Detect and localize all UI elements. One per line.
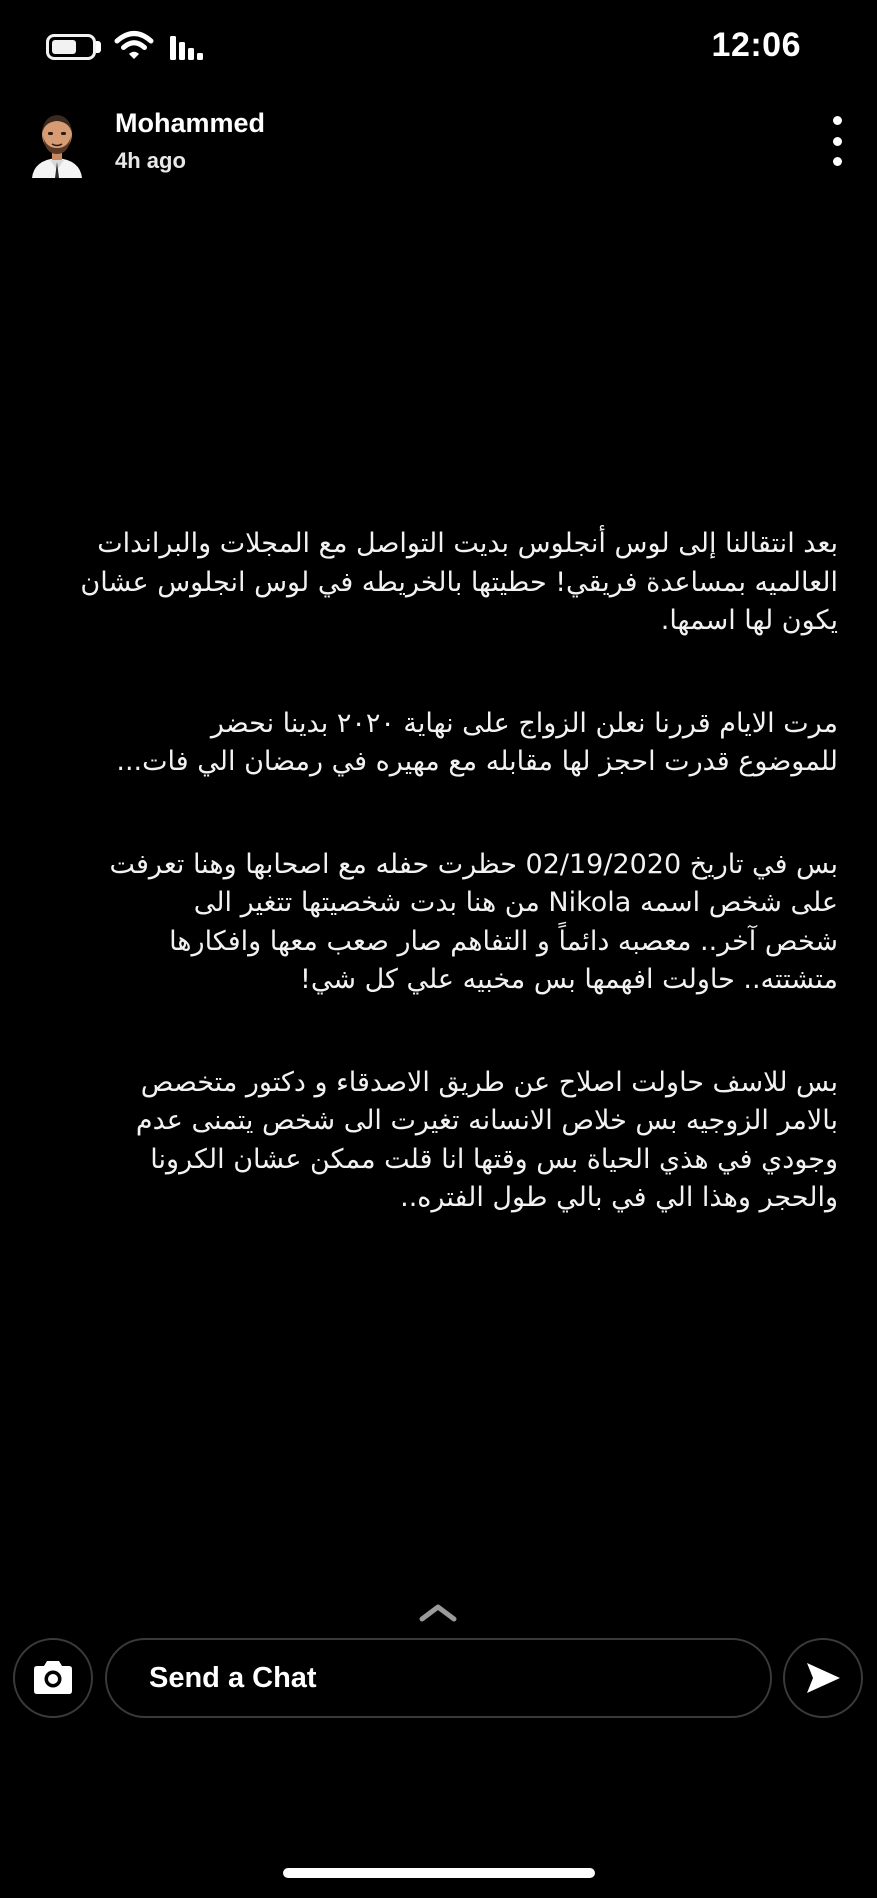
story-timestamp: 4h ago	[115, 148, 186, 173]
wifi-icon	[114, 30, 154, 62]
story-author-name[interactable]: Mohammed	[115, 108, 266, 138]
more-vertical-icon[interactable]	[822, 116, 852, 166]
status-bar	[0, 0, 877, 100]
menu-dot	[833, 157, 842, 166]
menu-dot	[833, 137, 842, 146]
status-time: 12:06	[711, 26, 801, 64]
camera-button[interactable]	[13, 1638, 93, 1718]
chevron-up-icon[interactable]	[416, 1600, 460, 1624]
battery-cap	[96, 41, 101, 53]
send-button[interactable]	[783, 1638, 863, 1718]
story-paragraph-4: بس للاسف حاولت اصلاح عن طريق الاصدقاء و دكتور متخصص بالامر الزوجيه بس خلاص الانسانه تغيرت الى شخص يتمنى عدم وجودي في هذي الحياة بس وقتها انا قلت ممكن عشان الكرونا والحجر وهذا الي في بالي طول الفتره..	[135, 1066, 838, 1213]
home-indicator[interactable]	[283, 1868, 595, 1878]
menu-dot	[833, 116, 842, 125]
camera-icon	[30, 1659, 76, 1697]
bitmoji-avatar[interactable]	[28, 104, 86, 178]
story-paragraph-2: مرت الايام قررنا نعلن الزواج على نهاية ٢٠٢٠ بدينا نحضر للموضوع قدرت احجز لها مقابله مع مهيره في رمضان الي فات...	[116, 707, 838, 777]
story-caption	[38, 525, 838, 1218]
send-chat-input[interactable]	[105, 1638, 772, 1718]
cellular-signal-icon	[170, 36, 204, 60]
battery-icon	[46, 34, 96, 60]
send-arrow-icon	[803, 1660, 843, 1696]
story-paragraph-3: بس في تاريخ 02/19/2020 حظرت حفله مع اصحابها وهنا تعرفت على شخص اسمه Nikola من هنا بدت شخصيتها تتغير الى شخص آخر.. معصبه دائماً و التفاهم صار صعب معها وافكارها متشتته.. حاولت افهمها بس مخبيه علي كل شي!	[109, 848, 838, 995]
story-paragraph-1: بعد انتقالنا إلى لوس أنجلوس بديت التواصل مع المجلات والبراندات العالميه بمساعدة فريقي! حطيتها بالخريطه في لوس انجلوس عشان يكون لها اسمها.	[80, 528, 838, 636]
